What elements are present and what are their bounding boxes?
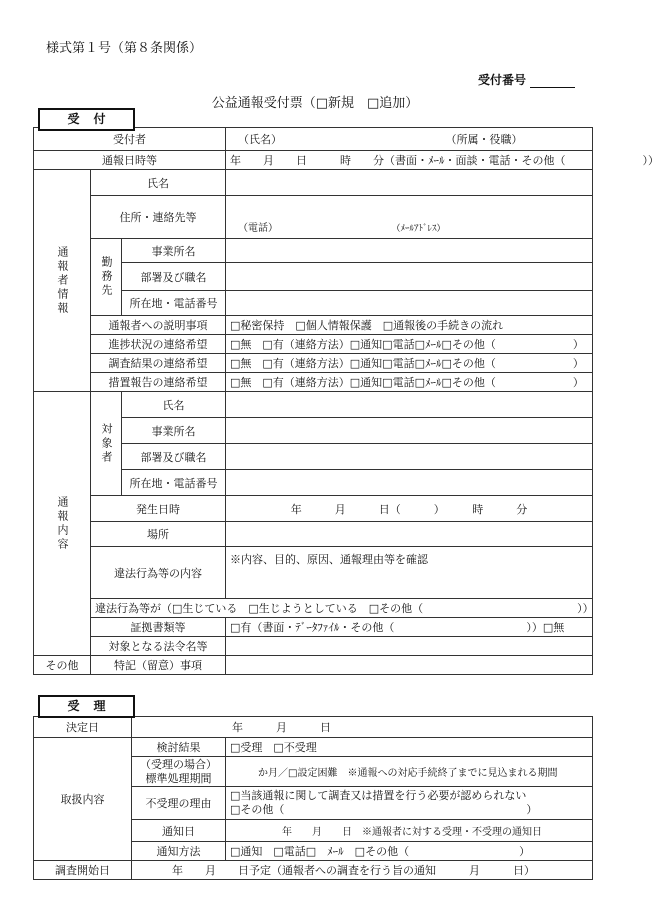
law-label: 対象となる法令名等 [91, 637, 226, 656]
dept-label: （所属・役職） [445, 133, 523, 146]
period-field[interactable]: か月／□設定困難 ※通報への対応手続終了までに見込まれる期間 [226, 757, 593, 787]
reject-option-1[interactable]: □当該通報に関して調査又は措置を行う必要が認められない [230, 789, 527, 802]
notice-date-field[interactable]: 年 月 日 ※通報者に対する受理・不受理の通知日 [226, 820, 593, 842]
survey-options[interactable]: □無 □有（連絡方法）□通知□電話□ﾒｰﾙ□その他（ ） [226, 354, 593, 373]
result-options[interactable]: □受理 □不受理 [226, 738, 593, 757]
violation-note: ※内容、目的、原因、通報理由等を確認 [230, 553, 428, 566]
phone-label: （電話） [238, 223, 278, 234]
reporter-group-label: 通報者情報 [34, 170, 91, 392]
reporter-address-field[interactable] [226, 196, 593, 239]
office-field[interactable] [226, 239, 593, 263]
progress-label: 進捗状況の連絡希望 [91, 335, 226, 354]
remarks-field[interactable] [226, 656, 593, 675]
acceptance-section-header: 受理 [38, 695, 135, 718]
law-field[interactable] [226, 637, 593, 656]
place-field[interactable] [226, 522, 593, 547]
target-group-label: 対象者 [91, 392, 122, 496]
receipt-number-label: 受付番号 [478, 73, 527, 87]
content-group-label: 通報内容 [34, 392, 91, 656]
target-location-field[interactable] [226, 470, 593, 496]
period-label [132, 757, 226, 787]
evidence-label: 証拠書類等 [91, 618, 226, 637]
reception-table [33, 127, 659, 675]
explain-label: 通報者への説明事項 [91, 316, 226, 335]
measure-options[interactable]: □無 □有（連絡方法）□通知□電話□ﾒｰﾙ□その他（ ） [226, 373, 593, 392]
receiver-label: 受付者 [34, 128, 226, 151]
progress-options[interactable]: □無 □有（連絡方法）□通知□電話□ﾒｰﾙ□その他（ ） [226, 335, 593, 354]
reject-label: 不受理の理由 [132, 787, 226, 820]
receiver-field[interactable] [226, 128, 593, 151]
reject-field[interactable] [226, 787, 593, 820]
target-location-label: 所在地・電話番号 [122, 470, 226, 496]
start-label: 調査開始日 [34, 861, 132, 880]
form-number: 様式第１号（第８条関係） [46, 41, 203, 56]
name-label: （氏名） [238, 133, 282, 146]
location-label: 所在地・電話番号 [122, 291, 226, 316]
notice-date-label: 通知日 [132, 820, 226, 842]
result-label: 検討結果 [132, 738, 226, 757]
office-label: 事業所名 [122, 239, 226, 263]
reporter-name-field[interactable] [226, 170, 593, 196]
occur-label: 発生日時 [91, 496, 226, 522]
survey-label: 調査結果の連絡希望 [91, 354, 226, 373]
dept-title-field[interactable] [226, 263, 593, 291]
evidence-options[interactable]: □有（書面・ﾃﾞｰﾀﾌｧｲﾙ・その他（ ））□無 [226, 618, 593, 637]
reporter-address-label: 住所・連絡先等 [91, 196, 226, 239]
notice-method-label: 通知方法 [132, 842, 226, 861]
datetime-field[interactable]: 年 月 日 時 分（書面・ﾒｰﾙ・面談・電話・その他（ ）） [226, 151, 593, 170]
measure-label: 措置報告の連絡希望 [91, 373, 226, 392]
target-dept-label: 部署及び職名 [122, 444, 226, 470]
notice-method-options[interactable]: □通知 □電話□ ﾒｰﾙ □その他（ ） [226, 842, 593, 861]
start-field[interactable]: 年 月 日予定（通報者への調査を行う旨の通知 月 日） [132, 861, 593, 880]
place-label: 場所 [91, 522, 226, 547]
violation-field[interactable] [226, 547, 593, 599]
target-office-label: 事業所名 [122, 418, 226, 444]
dept-title-label: 部署及び職名 [122, 263, 226, 291]
target-name-label: 氏名 [122, 392, 226, 418]
remarks-label: 特記（留意）事項 [91, 656, 226, 675]
acceptance-table [33, 716, 593, 880]
violation-label: 違法行為等の内容 [91, 547, 226, 599]
target-name-field[interactable] [226, 392, 593, 418]
handling-label: 取扱内容 [34, 738, 132, 861]
workplace-group-label: 勤務先 [91, 239, 122, 316]
target-office-field[interactable] [226, 418, 593, 444]
target-dept-field[interactable] [226, 444, 593, 470]
form-title: 公益通報受付票（□新規 □追加） [211, 96, 419, 111]
mail-label: （ﾒｰﾙｱﾄﾞﾚｽ） [391, 224, 446, 234]
status-options[interactable]: 違法行為等が（□生じている □生じようとしている □その他（ ）） [91, 599, 593, 618]
reject-option-2[interactable]: □その他（ ） [230, 803, 538, 816]
period-label-line2: 標準処理期間 [145, 771, 212, 785]
period-label-line1: （受理の場合） [140, 757, 217, 771]
decision-label: 決定日 [34, 717, 132, 738]
other-label: その他 [34, 656, 91, 675]
explain-options[interactable]: □秘密保持 □個人情報保護 □通報後の手続きの流れ [226, 316, 593, 335]
reporter-name-label: 氏名 [91, 170, 226, 196]
location-field[interactable] [226, 291, 593, 316]
decision-field[interactable]: 年 月 日 [132, 717, 593, 738]
datetime-label: 通報日時等 [34, 151, 226, 170]
occur-field[interactable]: 年 月 日（ ） 時 分 [226, 496, 593, 522]
receipt-number-field[interactable] [530, 87, 575, 88]
reception-section-header: 受付 [38, 108, 135, 131]
